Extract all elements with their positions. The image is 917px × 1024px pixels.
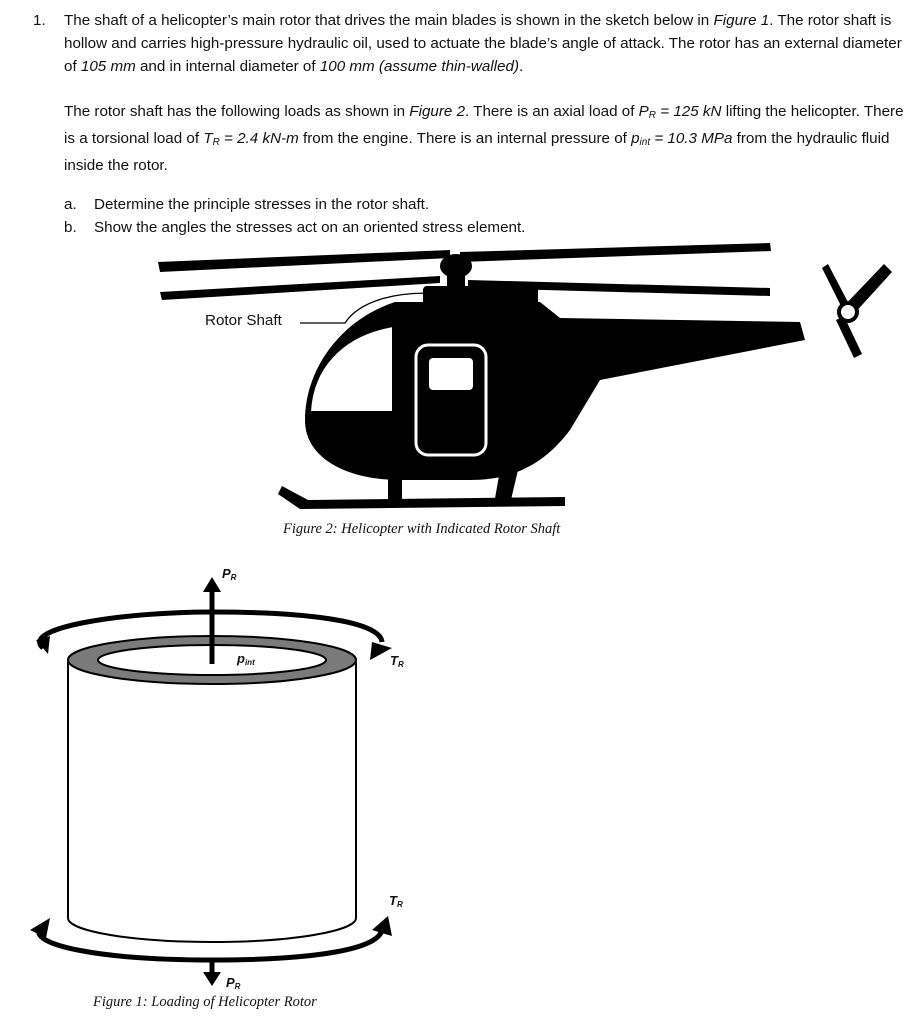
figure-2-caption: Figure 2: Helicopter with Indicated Rotor Shaft: [283, 521, 561, 537]
rotor-loading-figure: [0, 540, 917, 1024]
external-diameter: 105 mm: [80, 57, 136, 75]
part-label: b.: [64, 219, 77, 236]
torque-top-label: TR: [390, 653, 404, 669]
internal-pressure-label: pint: [237, 651, 255, 667]
part-text: Show the angles the stresses act on an oriented stress element.: [94, 219, 526, 236]
part-label: a.: [64, 196, 77, 213]
rotor-shaft-label: Rotor Shaft: [205, 312, 282, 329]
skid-strut-front: [388, 470, 402, 504]
tail-rotor: [822, 264, 892, 358]
door-window: [429, 358, 473, 390]
cylinder-body: [68, 662, 356, 942]
landing-skid: [278, 486, 565, 509]
torque-bottom-label: TR: [389, 893, 403, 909]
internal-pressure-value: $p_{int} = 10.3$ MPa: [631, 129, 733, 148]
figure-1-ref: Figure 1: [713, 12, 770, 29]
rotor-blade-right: [460, 243, 771, 262]
axial-load-value: $P_R = 125$ kN: [638, 103, 722, 121]
paragraph-2: The rotor shaft has the following loads as shown in Figure 2. There is an axial load of $P_R = 125$ kN lifting the helicopter. There is a torsional load of $T_R = 2.4$ kN-m from the engine. There is an internal pressure of $p_{int} = 10.3$ MPa from the hydraulic fluid inside the rotor.: [64, 103, 904, 174]
rotor-blade-left: [158, 250, 450, 272]
figure-2-ref: Figure 2: [409, 103, 466, 120]
axial-load-bottom-label: PR: [226, 975, 241, 991]
torsional-load-value: $T_R = 2.4$ kN-m: [203, 129, 299, 148]
figure-1-caption: Figure 1: Loading of Helicopter Rotor: [93, 994, 317, 1010]
axial-load-top-label: PR: [222, 566, 237, 582]
internal-diameter: 100 mm (assume thin-walled): [319, 57, 520, 75]
part-text: Determine the principle stresses in the rotor shaft.: [94, 196, 430, 213]
problem-number: 1.: [33, 12, 46, 29]
rotor-blade-left-lower: [160, 276, 440, 300]
paragraph-1: The shaft of a helicopter’s main rotor that drives the main blades is shown in the sketch below in Figure 1. The rotor shaft is hollow and carries high-pressure hydraulic oil, used to actuate the blade’s angle of attack. The rotor has an external diameter of 105 mm and in internal diameter of 100 mm (assume thin-walled).: [64, 12, 902, 75]
